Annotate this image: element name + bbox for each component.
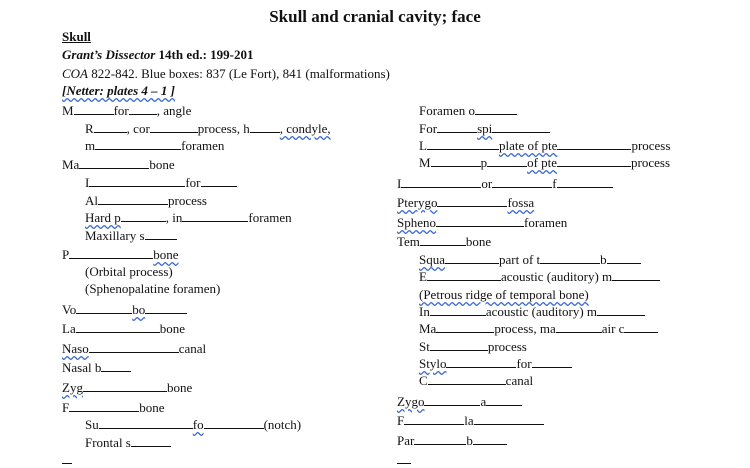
blank-line <box>182 210 248 222</box>
blank-line <box>101 360 131 372</box>
text-fragment: process <box>631 138 671 153</box>
blank-line <box>204 417 264 429</box>
left-item <box>62 341 206 357</box>
blank-line <box>79 157 149 169</box>
text-fragment: F <box>397 413 405 428</box>
blank-line <box>83 380 167 392</box>
text-fragment: For <box>419 121 438 136</box>
text-fragment: Ma <box>419 321 437 336</box>
right-item <box>419 121 550 137</box>
coa-reference <box>62 66 390 82</box>
right-item <box>419 269 660 285</box>
blank-line <box>532 356 572 368</box>
text-fragment: process <box>487 339 527 354</box>
text-fragment: , angle <box>156 103 192 118</box>
text-fragment: Par <box>397 433 415 448</box>
blank-line <box>427 269 501 281</box>
text-fragment: Su <box>85 417 99 432</box>
page-title: Skull and cranial cavity; face <box>269 7 481 26</box>
text-fragment: f <box>552 176 557 191</box>
text-fragment: E <box>419 269 427 284</box>
text-fragment: R <box>85 121 94 136</box>
text-fragment: for <box>113 103 129 118</box>
right-item <box>397 394 522 410</box>
text-fragment: canal <box>505 373 534 388</box>
left-item <box>85 435 171 451</box>
right-item <box>397 215 567 231</box>
text-fragment: bone <box>465 234 492 249</box>
blank-line <box>446 356 516 368</box>
left-item <box>62 103 191 119</box>
text-fragment: b <box>600 252 607 267</box>
blank-line <box>486 394 522 406</box>
text-fragment: Spheno <box>397 215 436 230</box>
left-item <box>85 138 224 154</box>
text-fragment: Foramen o <box>419 103 475 118</box>
text-fragment: bone <box>159 321 185 336</box>
text-fragment: process, ma <box>494 321 556 336</box>
blank-line <box>475 103 517 115</box>
text-fragment: for <box>516 356 532 371</box>
text-fragment: bone <box>139 400 165 415</box>
blank-line <box>76 302 132 314</box>
netter-reference <box>62 83 175 99</box>
right-item <box>419 252 641 268</box>
blank-line <box>250 121 280 133</box>
text-fragment: foramen <box>248 210 292 225</box>
right-item <box>419 138 670 154</box>
blank-line <box>436 215 524 227</box>
left-item <box>85 228 177 244</box>
blank-line <box>150 121 198 133</box>
right-item <box>419 304 645 320</box>
blank-line <box>95 138 181 150</box>
blank-line <box>597 304 645 316</box>
text-fragment: foramen <box>181 138 225 153</box>
blank-line <box>420 234 466 246</box>
left-item <box>85 175 237 191</box>
text-fragment: I <box>397 176 402 191</box>
text-fragment: (Petrous ridge of temporal bone) <box>419 287 589 302</box>
text-fragment: Hard p <box>85 210 121 225</box>
right-item <box>397 413 544 429</box>
blank-line <box>557 176 613 188</box>
text-fragment: a <box>480 394 487 409</box>
text-fragment: Ma <box>62 157 80 172</box>
blank-line <box>492 176 552 188</box>
blank-line <box>492 121 550 133</box>
text-fragment: I <box>85 175 90 190</box>
left-item <box>85 210 292 226</box>
text-fragment: canal <box>178 341 207 356</box>
blank-line <box>612 269 660 281</box>
blank-line <box>431 155 481 167</box>
left-item <box>62 247 179 263</box>
text-fragment: Zyg <box>62 380 83 395</box>
right-item <box>397 176 613 192</box>
text-fragment: (notch) <box>263 417 302 432</box>
text-fragment: , in <box>165 210 183 225</box>
right-item <box>419 103 517 119</box>
blank-line <box>414 433 466 445</box>
text-fragment: or <box>481 176 493 191</box>
right-item <box>397 195 534 211</box>
left-item <box>85 193 207 209</box>
text-fragment: M <box>62 103 74 118</box>
blank-line <box>129 103 157 115</box>
text-fragment: fossa <box>507 195 535 210</box>
blank-line <box>487 155 527 167</box>
text-fragment: L <box>419 138 427 153</box>
text-fragment: acoustic (auditory) m <box>500 269 613 284</box>
blank-line <box>437 195 507 207</box>
text-fragment: bone <box>153 247 179 262</box>
text-fragment: , cor <box>126 121 150 136</box>
text-fragment: bone <box>149 157 175 172</box>
text-fragment: C <box>419 373 428 388</box>
blank-line <box>145 228 177 240</box>
blank-line <box>98 193 168 205</box>
text-fragment: for <box>185 175 201 190</box>
blank-line <box>557 155 631 167</box>
left-item <box>62 400 165 416</box>
coa-pages: 822-842. Blue boxes: 837 (Le Fort), 841 (malformations) <box>88 66 390 81</box>
right-item-cut <box>397 452 411 468</box>
left-item <box>62 321 185 337</box>
blank-line <box>430 339 488 351</box>
text-fragment: Maxillary s <box>85 228 145 243</box>
blank-line <box>445 252 499 264</box>
text-fragment: Pterygo <box>397 195 438 210</box>
text-fragment: M <box>419 155 431 170</box>
text-fragment: Nasal b <box>62 360 102 375</box>
section-heading: Skull <box>62 29 91 44</box>
right-item <box>419 155 670 171</box>
blank-line <box>424 394 480 406</box>
blank-line <box>94 121 127 133</box>
text-fragment: Naso <box>62 341 89 356</box>
text-fragment: process <box>168 193 207 208</box>
left-item <box>85 121 331 137</box>
left-item <box>62 360 131 376</box>
blank-line <box>76 321 160 333</box>
text-fragment: Vo <box>62 302 77 317</box>
blank-line <box>74 103 114 115</box>
text-fragment: Zygo <box>397 394 425 409</box>
blank-line <box>557 138 631 150</box>
blank-line <box>404 413 464 425</box>
text-fragment: b <box>466 433 473 448</box>
text-fragment: spi <box>477 121 493 136</box>
blank-line <box>607 252 641 264</box>
text-fragment: la <box>464 413 474 428</box>
blank-line <box>474 413 544 425</box>
blank-line <box>428 373 506 385</box>
blank-line <box>556 321 602 333</box>
blank-line <box>473 433 507 445</box>
blank-line <box>401 176 481 188</box>
right-item <box>397 234 491 250</box>
blank-line <box>145 302 187 314</box>
coa-label: COA <box>62 66 88 81</box>
right-item <box>419 321 658 337</box>
left-item: (Sphenopalatine foramen) <box>85 281 221 296</box>
blank-line <box>430 304 486 316</box>
blank-line <box>436 321 494 333</box>
text-fragment: In <box>419 304 430 319</box>
right-item <box>419 339 527 355</box>
text-fragment: process, h <box>197 121 250 136</box>
blank-line <box>437 121 477 133</box>
right-item <box>419 356 572 372</box>
text-fragment: St <box>419 339 430 354</box>
blank-line <box>99 417 193 429</box>
blank-line <box>69 247 153 259</box>
text-fragment: plate of pte <box>498 138 558 153</box>
text-fragment: P <box>62 247 70 262</box>
text-fragment: process <box>631 155 671 170</box>
right-item <box>397 433 507 449</box>
blank-line <box>427 138 499 150</box>
right-item <box>419 287 589 303</box>
text-fragment: acoustic (auditory) m <box>485 304 598 319</box>
text-fragment: foramen <box>524 215 568 230</box>
left-item <box>62 302 187 318</box>
text-fragment: F <box>62 400 70 415</box>
text-fragment: Stylo <box>419 356 447 371</box>
left-item <box>62 157 175 173</box>
text-fragment: fo <box>192 417 204 432</box>
blank-line <box>131 435 171 447</box>
blank-line <box>540 252 600 264</box>
text-fragment: Al <box>85 193 98 208</box>
blank-line <box>89 175 185 187</box>
right-item <box>419 373 533 389</box>
left-item: (Orbital process) <box>85 264 173 279</box>
grants-title: Grant’s Dissector <box>62 47 156 62</box>
text-fragment: bo <box>132 302 146 317</box>
text-fragment: , condyle, <box>279 121 331 136</box>
text-fragment: p <box>480 155 488 170</box>
text-fragment: of pte <box>527 155 558 170</box>
left-item-cut <box>62 452 72 468</box>
blank-line <box>201 175 237 187</box>
text-fragment: m <box>85 138 96 153</box>
text-fragment: bone <box>166 380 193 395</box>
grants-reference <box>62 47 254 63</box>
left-item <box>62 380 192 396</box>
text-fragment: Squa <box>419 252 445 267</box>
blank-line <box>89 341 179 353</box>
left-item <box>85 417 301 433</box>
text-fragment: air c <box>601 321 625 336</box>
netter-plates: [Netter: plates 4 – 1 ] <box>62 83 176 98</box>
blank-line <box>62 452 72 464</box>
blank-line <box>121 210 166 222</box>
text-fragment: La <box>62 321 76 336</box>
blank-line <box>69 400 139 412</box>
text-fragment: Frontal s <box>85 435 131 450</box>
blank-line <box>624 321 658 333</box>
text-fragment: Tem <box>397 234 420 249</box>
text-fragment: part of t <box>499 252 541 267</box>
blank-line <box>397 452 411 464</box>
grants-pages: 14th ed.: 199-201 <box>155 47 254 62</box>
